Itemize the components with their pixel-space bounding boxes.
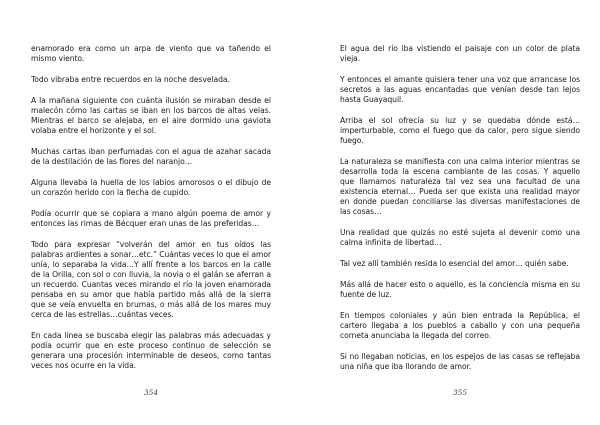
right-page [300, 0, 600, 425]
paragraph: Todo vibraba entre recuerdos en la noche desvelada. [31, 75, 230, 84]
right-page-text [340, 44, 580, 372]
paragraph: La naturaleza se manifiesta con una calma interior mientras se desarrolla toda la escena cambiante de las cosas. Y aquello que llamamos naturaleza tal vez sea una facultad de una existencia eternal… Pueda ser que exista una realidad mayor en donde puedan conciliarse las diversas manifestaciones de las cosas… [340, 157, 580, 216]
paragraph: En cada línea se buscaba elegir las palabras más adecuadas y podía ocurrir que en este proceso continuo de selección se generara una procesión interminable de deseos, como tantas veces nos ocurre en la vida. [31, 331, 271, 370]
page-number: 355 [452, 388, 468, 397]
paragraph: Muchas cartas iban perfumadas con el agua de azahar sacada de la destilación de las flores del naranjo… [31, 147, 271, 166]
paragraph: El agua del río iba vistiendo el paisaje con un color de plata vieja. [340, 44, 580, 63]
paragraph: Podía ocurrir que se copiara a mano algún poema de amor y entonces las rimas de Bécquer eran unas de las preferidas… [31, 209, 271, 228]
paragraph: Tal vez allí también resida lo esencial del amor… quién sabe. [340, 259, 569, 268]
paragraph: Todo para expresar “volverán del amor en tus oídos las palabras ardientes a sonar…etc.” Cuántas veces lo que el amor unía, lo separaba la vida…Y allí frente a los barcos en la calle de la Orilla, con sol o con lluvia, la novia o el galán se aferran a un recuerdo. Cuantas veces mirando el río la joven enamorada pensaba en su amor que había partido más allá de la sierra que se veía envuelta en brumas, o más allá de los mares muy cerca de las estrellas…cuántas veces. [31, 240, 271, 319]
paragraph: Alguna llevaba la huella de los labios amorosos o el dibujo de un corazón herido con la flecha de cupido. [31, 178, 271, 197]
page-number: 354 [143, 388, 159, 397]
paragraph: Arriba el sol ofrecía su luz y se quedaba dónde está…imperturbable, como el fuego que da calor, pero sigue siendo fuego. [340, 116, 580, 145]
paragraph: Una realidad que quizás no esté sujeta al devenir como una calma infinita de libertad… [340, 228, 580, 247]
paragraph: Y entonces el amante quisiera tener una voz que arrancase los secretos a las aguas encantadas que venían desde tan lejos hasta Guayaquil. [340, 75, 580, 104]
paragraph: Si no llegaban noticias, en los espejos de las casas se reflejaba una niña que iba llorando de amor. [340, 352, 580, 371]
paragraph: enamorado era como un arpa de viento que va tañendo el mismo viento. [31, 44, 271, 63]
paragraph: Más allá de hacer esto o aquello, es la conciencia misma en su fuente de luz. [340, 280, 580, 299]
paragraph: En tiempos coloniales y aún bien entrada la República, el cartero llegaba a los pueblos a caballo y con una pequeña corneta anunciaba la llegada del correo. [340, 311, 580, 340]
left-page-text [31, 44, 271, 371]
paragraph: A la mañana siguiente con cuánta ilusión se miraban desde el malecón cómo las cartas se iban en los barcos de altas velas. Mientras el barco se alejaba, en el aire dormido una gaviota volaba entre el horizonte y el sol. [31, 96, 271, 135]
